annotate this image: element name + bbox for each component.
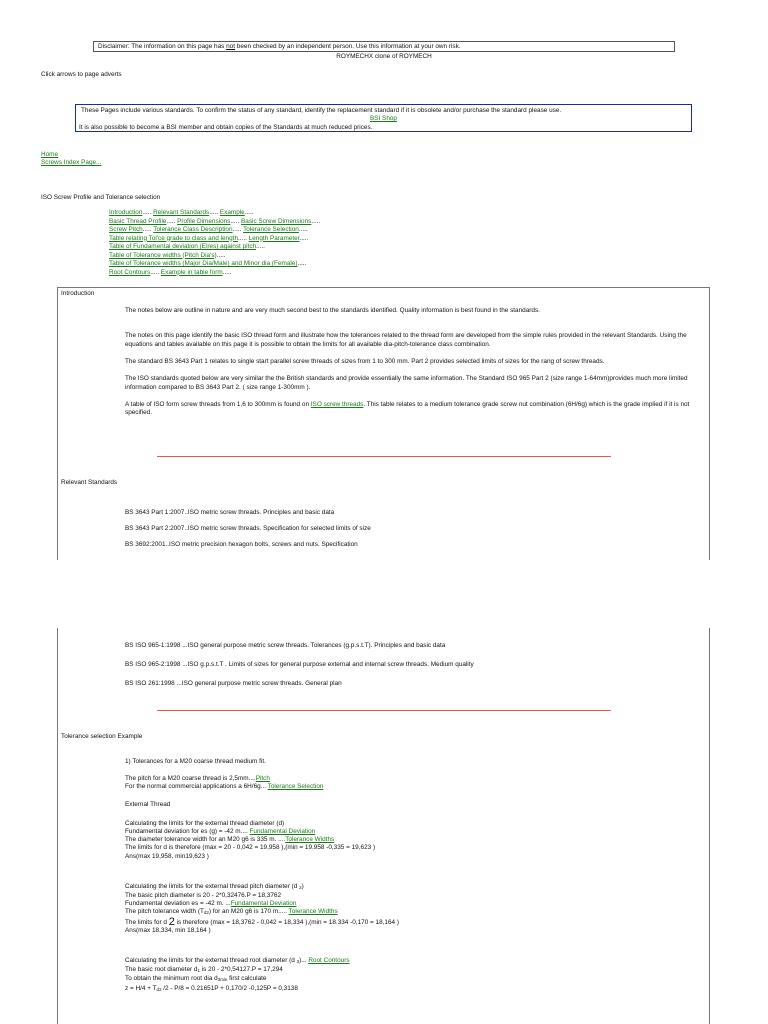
toc-separator: ..... xyxy=(244,209,254,216)
ext-d3-line-1b: )... xyxy=(299,957,309,965)
toc-link[interactable]: Basic Screw Dimensions xyxy=(241,217,312,225)
ext-d2-line-1: Calculating the limits for the external thread pitch diameter (d xyxy=(125,882,300,890)
intro-text xyxy=(125,307,710,418)
standards-list-a xyxy=(125,505,371,553)
ext-d3-line-4-sub: d2 xyxy=(156,986,162,992)
iso-screw-threads-link[interactable]: ISO screw threads xyxy=(310,400,364,408)
table-of-contents xyxy=(109,209,320,277)
ext-d3-line-3a: To obtain the minimum root dia d xyxy=(125,975,218,983)
ext-d3-sub: 3 xyxy=(296,959,300,965)
standard-item: BS ISO 965-2:1998 ...ISO g.p.s.t.T . Limits of sizes for general purpose external and internal screw threads. Medium quality xyxy=(125,661,474,668)
toc-link[interactable]: Table of Fundamental deviation (EI/es) against pitch xyxy=(109,243,257,250)
toc-link[interactable]: Relevant Standards xyxy=(153,209,210,216)
toc-separator: ..... xyxy=(222,268,232,276)
toc-separator: ..... xyxy=(297,260,307,267)
root-contours-link[interactable]: Root Contours xyxy=(308,957,350,965)
example-body xyxy=(125,758,685,994)
example-tol-text: For the normal commercial applications a 6H/6g... xyxy=(125,783,268,791)
toc-separator: ..... xyxy=(142,209,154,216)
screws-index-link[interactable]: Screws Index Page... xyxy=(41,159,102,167)
ext-d2-line-5a: The limits for d xyxy=(125,918,169,926)
toc-row xyxy=(109,269,320,278)
ext-d-line-4: The limits for d is therefore (max = 20 - 0,042 = 19,958 ),(min = 19.958 -0,335 = 19,623 ) xyxy=(125,844,376,852)
intro-p3: The standard BS 3643 Part 1 relates to single start parallel screw threads of sizes from 1 to 300 mm. Part 2 provides selected limits of sizes for the rang of screw threads. xyxy=(125,357,605,365)
ext-d3-line-1a: Calculating the limits for the external thread root diameter (d xyxy=(125,957,297,965)
toc-row xyxy=(109,252,320,261)
toc-separator: ..... xyxy=(256,243,265,250)
ext-d2-line-1-end: ) xyxy=(301,882,304,890)
ext-d-line-3: The diameter tolerance width for an M20 g6 is 335 m. .... xyxy=(125,836,286,844)
ext-d2-line-5b: is therefore (max = 18,3762 - 0,042 = 18,334 ),(min = 18.334 -0,170 = 18,164 ) xyxy=(174,918,399,926)
ext-d2-line-2: The basic pitch diameter is 20 - 2*0,32476.P = 18,3762 xyxy=(125,892,282,900)
toc-separator: ..... xyxy=(150,268,161,276)
disclaimer-box xyxy=(93,41,675,52)
bsi-line2: It is also possible to become a BSI member and obtain copies of the Standards at much reduced prices. xyxy=(79,123,373,131)
standard-item: BS ISO 965-1:1998 ...ISO general purpose metric screw threads. Tolerances (g.p.s.t.T). Principles and basic data xyxy=(125,642,446,649)
standard-item: BS 3643 Part 1:2007..ISO metric screw threads. Principles and basic data xyxy=(125,509,335,516)
ext-d2-line-5-big: 2 xyxy=(168,915,175,928)
toc-row xyxy=(109,243,320,252)
bsi-line1: These Pages include various standards. To confirm the status of any standard, identify the replacement standard if it is obsolete and/or purchase the standard please use. xyxy=(81,107,562,114)
pitch-link[interactable]: Pitch xyxy=(255,775,270,783)
example-pitch-text: The pitch for a M20 coarse thread is 2,5mm.... xyxy=(125,775,256,783)
toc-link[interactable]: Tolerance Class Description xyxy=(153,226,233,233)
standard-item: BS ISO 261:1998 ...ISO general purpose metric screw threads. General plan xyxy=(125,680,342,687)
toc-link[interactable]: Introduction xyxy=(109,209,143,216)
clone-note: ROYMECHX clone of ROYMECH xyxy=(336,53,432,60)
nav-links xyxy=(41,151,101,168)
ext-d2-sub: 2 xyxy=(299,884,302,890)
external-thread-label: External Thread xyxy=(125,800,171,808)
bsi-shop-link[interactable]: BSI Shop xyxy=(369,115,397,123)
toc-separator: ..... xyxy=(216,251,226,259)
ext-d2-line-3: Fundamental deviation es = -42 m. ... xyxy=(125,900,231,908)
standards-heading: Relevant Standards xyxy=(61,479,118,486)
standards-list-b xyxy=(125,636,474,693)
toc-link[interactable]: Tolerance Selection xyxy=(243,226,299,233)
separator-line-2 xyxy=(157,710,611,711)
disclaimer-not: not xyxy=(226,43,236,50)
home-link[interactable]: Home xyxy=(41,151,59,158)
toc-separator: ..... xyxy=(238,234,249,242)
ext-d3-line-4b: /2 - P/8 = 0.21651P + 0,170/2 -0,125P = 0,3138 xyxy=(161,984,298,992)
toc-link[interactable]: Table relating Tol'ce grade to class and length xyxy=(109,234,238,242)
disclaimer-suffix: been checked by an independent person. Use this information at your own risk. xyxy=(235,43,461,50)
ext-d3-line-4a: z = H/4 + T xyxy=(125,984,157,992)
intro-p4: The ISO standards quoted below are very similar the the British standards and provide essentially the same information. The Standard ISO 965 Part 2 (size range 1-64mm)provides much more limited information compared to BS 3643 Part 2. ( size range 1-300mm ). xyxy=(125,375,688,391)
intro-p1: The notes below are outline in nature and are very much second best to the standards identified. Quality information is best found in the standards. xyxy=(125,307,540,314)
intro-p5-pre: A table of ISO form screw threads from 1,6 to 300mm is found on xyxy=(125,400,311,408)
toc-link[interactable]: Basic Thread Profile xyxy=(109,217,167,225)
ext-d2-line-4-sub: d2 xyxy=(203,910,209,916)
toc-separator: ..... xyxy=(209,209,220,216)
fundamental-deviation-link-2[interactable]: Fundamental Deviation xyxy=(230,900,297,908)
tolerance-selection-link[interactable]: Tolerance Selection xyxy=(267,783,324,791)
adverts-note: Click arrows to page adverts xyxy=(41,71,122,78)
bsi-box xyxy=(75,104,692,132)
ext-d-line-2: Fundamental deviation for es (g) = -42 m.... xyxy=(125,828,250,836)
ext-d3-line-2b: is 20 - 2*0,54127.P = 17,294 xyxy=(199,966,283,974)
toc-separator: ..... xyxy=(230,217,242,225)
toc-link[interactable]: Example xyxy=(219,209,245,216)
ext-d2-line-4a: The pitch tolerance width (T xyxy=(125,908,204,916)
ext-d3-line-3b: first calculate xyxy=(227,975,267,983)
page-title: ISO Screw Profile and Tolerance selection xyxy=(41,194,161,201)
intro-p5 xyxy=(125,401,710,418)
toc-link[interactable]: Length Parameter xyxy=(248,234,300,242)
intro-p2: The notes on this page identify the basic ISO thread form and illustrate how the tolerances related to the thread form are developed from the simple rules provided in the relevant Standards. Using the equations and tables available on this page it is possible to obtain the limits for all available dia-pitch-tolerance class combination. xyxy=(125,332,687,348)
example-line-1: 1) Tolerances for a M20 coarse thread medium fit. xyxy=(125,758,266,765)
fundamental-deviation-link[interactable]: Fundamental Deviation xyxy=(249,828,316,836)
separator-line-1 xyxy=(157,456,611,457)
toc-row xyxy=(109,209,320,218)
toc-separator: ..... xyxy=(298,226,308,233)
toc-link[interactable]: Root Contours xyxy=(109,268,151,276)
intro-p5-post: . This table relates to a medium tolerance grade screw nut combination (6H/6g) which is the grade implied if it is not specified. xyxy=(125,400,690,417)
toc-separator: ..... xyxy=(142,226,154,233)
toc-row xyxy=(109,235,320,244)
ext-d3-line-2-sub: 1 xyxy=(197,968,200,974)
ext-d-line-5: Ans(max 19,958, min19,623 ) xyxy=(125,852,209,860)
toc-link[interactable]: Profile Dimensions xyxy=(177,217,231,225)
toc-separator: ..... xyxy=(166,217,178,225)
toc-row xyxy=(109,218,320,227)
toc-separator: ..... xyxy=(299,234,309,242)
tolerance-widths-link-2[interactable]: Tolerance Widths xyxy=(288,908,338,916)
toc-link[interactable]: Table of Tolerance widths (Major Dia/Male) and Minor dia (Female) xyxy=(109,260,298,267)
intro-heading: Introduction xyxy=(61,290,95,297)
toc-separator: ..... xyxy=(232,226,244,233)
disclaimer-prefix: Disclaimer: The information on this page has xyxy=(98,43,227,50)
tolerance-widths-link[interactable]: Tolerance Widths xyxy=(285,836,335,844)
ext-d-line-1: Calculating the limits for the external thread diameter (d) xyxy=(125,819,285,827)
toc-row xyxy=(109,260,320,269)
ext-d2-line-4b: ) for an M20 g6 is 170 m..... xyxy=(208,908,289,916)
ext-d2-line-6: Ans(max 18,334, min 18,164 ) xyxy=(125,926,211,934)
toc-link[interactable]: Table of Tolerance widths (Pitch Dia's) xyxy=(109,251,217,259)
standard-item: BS 3643 Part 2:2007..ISO metric screw threads. Specification for selected limits of size xyxy=(125,525,371,532)
example-heading: Tolerance selection Example xyxy=(61,733,143,740)
toc-separator: ..... xyxy=(311,217,321,225)
toc-link[interactable]: Screw Pitch xyxy=(109,226,143,233)
toc-link[interactable]: Example in table form xyxy=(160,268,223,276)
ext-d3-line-3-sub: 3min xyxy=(217,977,228,983)
toc-row xyxy=(109,226,320,235)
standard-item: BS 3692:2001..ISO metric precision hexagon bolts, screws and nuts. Specification xyxy=(125,541,358,548)
ext-d3-line-2a: The basic root diameter d xyxy=(125,966,198,974)
